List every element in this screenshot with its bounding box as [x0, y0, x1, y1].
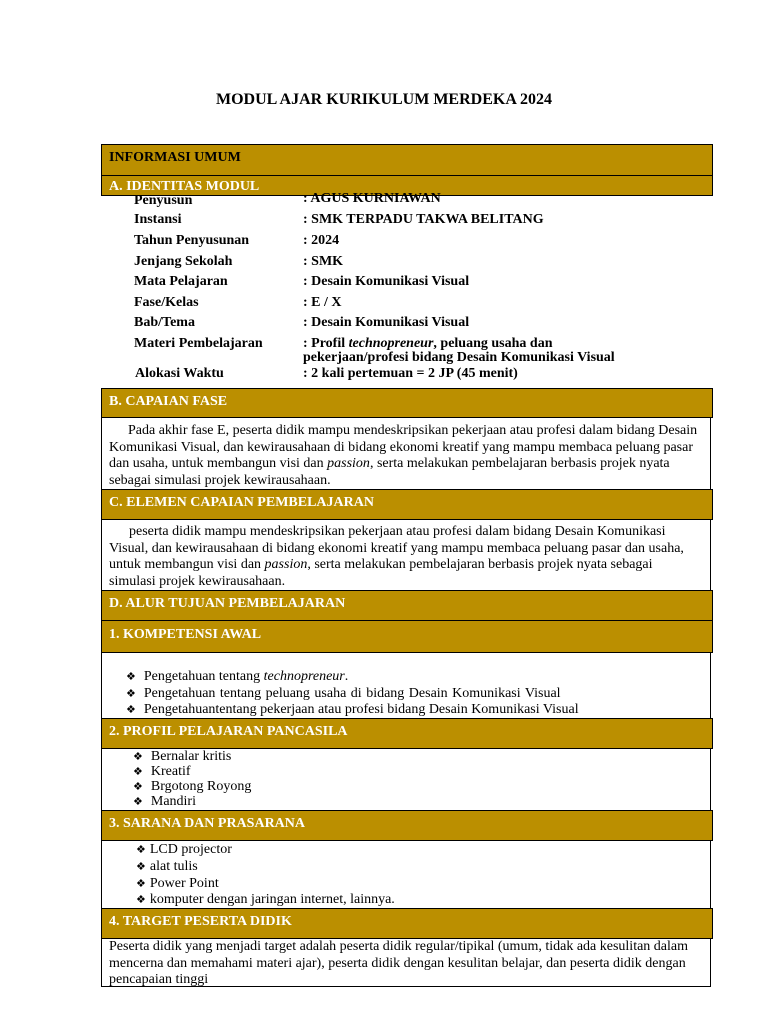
- profil-item: [133, 794, 196, 810]
- identity-value-fase: : E / X: [303, 295, 342, 310]
- sarana-item-text: LCD projector: [149, 842, 232, 857]
- capaian-fase-italic: passion: [327, 456, 370, 471]
- identity-label-penyusun: Penyusun: [134, 193, 193, 208]
- profil-item-text: Mandiri: [150, 794, 196, 809]
- kompetensi-item-post: .: [344, 669, 349, 684]
- capaian-fase-post: , serta melakukan pembelajaran berbasis projek nyata sebagai simulasi projek kewirausahaan.: [109, 456, 670, 488]
- profil-item: [133, 764, 191, 780]
- identity-label-jenjang: Jenjang Sekolah: [134, 254, 233, 269]
- section-profil-label: 2. PROFIL PELAJARAN PANCASILA: [109, 724, 348, 739]
- section-informasi-umum-header: [101, 144, 713, 176]
- section-profil-header: [101, 718, 713, 749]
- section-identitas-label: A. IDENTITAS MODUL: [109, 179, 260, 194]
- section-elemen-header: [101, 489, 713, 520]
- identity-value-jenjang: : SMK: [303, 254, 344, 269]
- profil-item-text: Kreatif: [150, 764, 191, 779]
- profil-item: [133, 749, 231, 765]
- elemen-post: , serta melakukan pembelajaran berbasis projek nyata sebagai simulasi projek kewirausahaan.: [109, 557, 653, 589]
- identity-value-mapel: : Desain Komunikasi Visual: [303, 274, 470, 289]
- sarana-item: [136, 842, 232, 858]
- section-sarana-header: [101, 810, 713, 841]
- section-target-label: 4. TARGET PESERTA DIDIK: [109, 914, 292, 929]
- kompetensi-item: [126, 686, 561, 702]
- diamond-bullet-icon: ❖: [136, 844, 146, 856]
- elemen-pre: peserta didik mampu mendeskripsikan pekerjaan atau profesi dalam bidang Desain Komunikasi Visual, dan kewirausahaan di bidang ekonomi kreatif yang mampu membaca peluang pasar dan usaha, untuk membangun visi dan: [109, 524, 684, 572]
- elemen-text: [109, 524, 693, 590]
- diamond-bullet-icon: ❖: [133, 751, 143, 763]
- identity-value-penyusun: : AGUS KURNIAWAN: [303, 191, 441, 206]
- diamond-bullet-icon: ❖: [136, 894, 146, 906]
- identity-value-alokasi: : 2 kali pertemuan = 2 JP (45 menit): [303, 366, 518, 381]
- diamond-bullet-icon: ❖: [133, 766, 143, 778]
- target-text: Peserta didik yang menjadi target adalah peserta didik regular/tipikal (umum, tidak ada kesulitan dalam mencerna dan memahami materi ajar), peserta didik dengan kesulitan belajar, dan peserta didik dengan pencapaian tinggi: [109, 939, 689, 987]
- identity-label-tahun: Tahun Penyusunan: [134, 233, 250, 248]
- sarana-item: [136, 859, 198, 875]
- elemen-italic: passion: [264, 557, 308, 572]
- profil-item-text: Bernalar kritis: [150, 749, 232, 764]
- sarana-item-text: komputer dengan jaringan internet, lainnya.: [149, 892, 395, 907]
- section-kompetensi-header: [101, 620, 713, 653]
- identity-value-bab: : Desain Komunikasi Visual: [303, 315, 470, 330]
- kompetensi-item-pre: Pengetahuan tentang: [143, 669, 264, 684]
- sarana-item: [136, 876, 219, 892]
- capaian-fase-pre: Pada akhir fase E, peserta didik mampu mendeskripsikan pekerjaan atau profesi dalam bidang Desain Komunikasi Visual, dan kewirausahaan di bidang ekonomi kreatif yang mampu membaca peluang pasar dan usaha, untuk membangun visi dan: [109, 423, 698, 471]
- diamond-bullet-icon: ❖: [136, 878, 146, 890]
- kompetensi-item-italic: technopreneur: [263, 669, 345, 684]
- section-alur-label: D. ALUR TUJUAN PEMBELAJARAN: [109, 596, 346, 611]
- materi-italic: technopreneur: [348, 336, 434, 351]
- page-title: MODUL AJAR KURIKULUM MERDEKA 2024: [215, 91, 552, 108]
- section-target-header: [101, 908, 713, 939]
- kompetensi-item-text: Pengetahuan tentang peluang usaha di bidang Desain Komunikasi Visual: [143, 686, 561, 701]
- kompetensi-item-text: Pengetahuantentang pekerjaan atau profesi bidang Desain Komunikasi Visual: [143, 702, 579, 717]
- diamond-bullet-icon: ❖: [133, 781, 143, 793]
- diamond-bullet-icon: ❖: [126, 704, 136, 716]
- sarana-item-text: Power Point: [149, 876, 219, 891]
- identity-label-fase: Fase/Kelas: [134, 295, 199, 310]
- section-capaian-fase-label: B. CAPAIAN FASE: [109, 394, 228, 409]
- diamond-bullet-icon: ❖: [126, 671, 136, 683]
- diamond-bullet-icon: ❖: [136, 861, 146, 873]
- identity-value-instansi: : SMK TERPADU TAKWA BELITANG: [303, 212, 544, 227]
- identity-label-instansi: Instansi: [134, 212, 182, 227]
- section-kompetensi-label: 1. KOMPETENSI AWAL: [109, 627, 262, 642]
- identity-label-mapel: Mata Pelajaran: [134, 274, 228, 289]
- profil-item: [133, 779, 251, 795]
- sarana-item: [136, 892, 395, 908]
- identity-value-tahun: : 2024: [303, 233, 340, 248]
- section-sarana-label: 3. SARANA DAN PRASARANA: [109, 816, 306, 831]
- capaian-fase-text: [109, 423, 713, 489]
- diamond-bullet-icon: ❖: [133, 796, 143, 808]
- kompetensi-item: [126, 702, 579, 718]
- profil-item-text: Brgotong Royong: [150, 779, 252, 794]
- identity-label-materi: Materi Pembelajaran: [134, 336, 263, 351]
- materi-pre: : Profil: [303, 336, 349, 351]
- diamond-bullet-icon: ❖: [126, 688, 136, 700]
- identity-value-materi-line2: pekerjaan/profesi bidang Desain Komunikasi Visual: [303, 350, 615, 365]
- identity-label-alokasi: Alokasi Waktu: [135, 366, 224, 381]
- section-alur-header: [101, 590, 713, 621]
- sarana-item-text: alat tulis: [149, 859, 198, 874]
- identity-label-bab: Bab/Tema: [134, 315, 195, 330]
- kompetensi-item: [126, 669, 348, 685]
- section-elemen-label: C. ELEMEN CAPAIAN PEMBELAJARAN: [109, 495, 374, 510]
- materi-post: , peluang usaha dan: [433, 336, 553, 351]
- section-capaian-fase-header: [101, 388, 713, 418]
- section-informasi-umum-label: INFORMASI UMUM: [109, 150, 241, 165]
